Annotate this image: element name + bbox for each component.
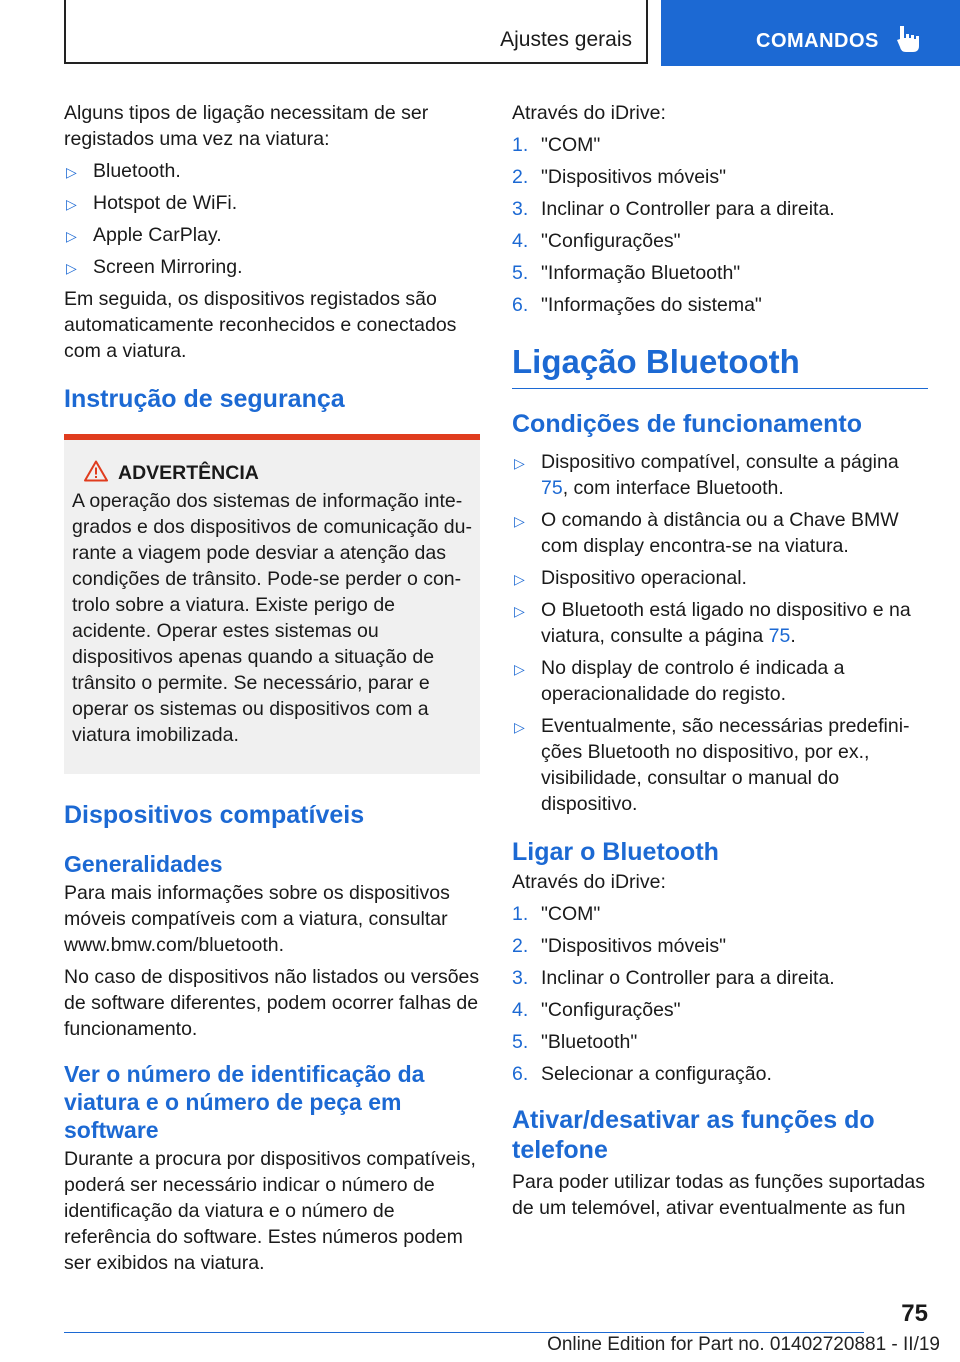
section-title: Ajustes gerais: [500, 28, 632, 51]
bluetooth-heading: Ligação Bluetooth: [512, 342, 928, 389]
header-section-box: [64, 0, 648, 64]
step-item: 2. "Dispositivos móveis": [512, 935, 727, 957]
triangle-bullet-icon: ▷: [514, 719, 525, 735]
list-item: ▷ O comando à distância ou a Chave BMW com display encontra-se na viatura.: [514, 509, 899, 557]
triangle-bullet-icon: ▷: [514, 661, 525, 677]
step-item: 1. "COM": [512, 134, 601, 156]
triangle-bullet-icon: ▷: [514, 455, 525, 471]
warning-title: ADVERTÊNCIA: [118, 462, 259, 484]
page-reference-link[interactable]: 75: [768, 625, 791, 647]
pair-list: [64, 158, 480, 280]
list-item: ▷ Apple CarPlay.: [64, 222, 480, 248]
list-item: ▷ No display de controlo é indicada a operacionalidade do registo.: [514, 657, 845, 705]
triangle-bullet-icon: ▷: [514, 603, 525, 619]
vin-heading: Ver o número de identificação da viatura e o número de peça em software: [64, 1061, 425, 1143]
warning-text: A operação dos sistemas de informação integrados e dos dispositivos de comunicação durante a viagem pode desviar a atenção das condições de trânsito. Pode-se perder o controlo sobre a viatura. Existe perigo de acidente. Operar estes sistemas ou dispositivos apenas quando a situação de trânsito o permite. Se necessário, parar e operar os sistemas ou dispositivos com a viatura imobilizada.: [72, 490, 472, 746]
conditions-list: [512, 449, 928, 817]
general-heading: Generalidades: [64, 851, 223, 877]
chapter-title: COMANDOS: [756, 30, 879, 52]
step-item: 5. "Informação Bluetooth": [512, 262, 741, 284]
warning-triangle-icon: [84, 460, 108, 482]
intro-paragraph: Alguns tipos de ligação necessitam de ser registados uma vez na viatura:: [64, 102, 429, 150]
compat-heading: Dispositivos compatíveis: [64, 801, 365, 829]
triangle-bullet-icon: ▷: [66, 228, 77, 244]
phone-functions-heading: Ativar/desativar as funções do telefone: [512, 1106, 875, 1164]
pointing-hand-icon: [895, 24, 923, 54]
step-item: 3. Inclinar o Controller para a direita.: [512, 198, 835, 220]
step-item: 5. "Bluetooth": [512, 1031, 638, 1053]
warning-title-row: [72, 460, 472, 486]
right-column: [512, 100, 928, 1227]
safety-heading: Instrução de segurança: [64, 385, 345, 413]
page-reference-link[interactable]: 75: [541, 477, 563, 499]
chapter-tab: [661, 0, 960, 66]
idrive-intro: Através do iDrive:: [512, 102, 666, 124]
step-item: 3. Inclinar o Controller para a direita.: [512, 967, 835, 989]
triangle-bullet-icon: ▷: [66, 196, 77, 212]
step-item: 1. "COM": [512, 903, 601, 925]
edition-note: Online Edition for Part no. 01402720881 - II/19: [547, 1334, 940, 1355]
triangle-bullet-icon: ▷: [66, 260, 77, 276]
warning-box: [64, 434, 480, 774]
bluetooth-on-steps: [512, 901, 928, 1087]
step-item: 2. "Dispositivos móveis": [512, 166, 727, 188]
list-item: ▷ Dispositivo operacional.: [512, 565, 928, 591]
list-item: ▷ Hotspot de WiFi.: [64, 190, 480, 216]
list-item: ▷ O Bluetooth está ligado no dispositivo e na viatura, consulte a página 75.: [514, 599, 911, 647]
list-item: ▷ Bluetooth.: [64, 158, 480, 184]
general-paragraph-1: Para mais informações sobre os dispositivos móveis compatíveis com a viatura, consultar www.bmw.com/bluetooth.: [64, 882, 450, 956]
page-number: 75: [901, 1300, 928, 1327]
footer-divider: [64, 1332, 864, 1333]
conditions-heading: Condições de funcionamento: [512, 410, 863, 438]
after-list-paragraph: Em seguida, os dispositivos registados são automaticamente reconhecidos e conectados com a viatura.: [64, 288, 457, 362]
step-item: 4. "Configurações": [512, 999, 681, 1021]
list-item: ▷ Screen Mirroring.: [64, 254, 480, 280]
left-column: [64, 100, 480, 1282]
list-item: ▷ Eventualmente, são necessárias predefinições Bluetooth no dispositivo, por ex., visibilidade, consultar o manual do dispositivo.: [514, 715, 910, 815]
phone-functions-paragraph: Para poder utilizar todas as funções suportadas de um telemóvel, ativar eventualmente as fun: [512, 1171, 925, 1219]
triangle-bullet-icon: ▷: [514, 571, 525, 587]
list-item: ▷ Dispositivo compatível, consulte a página 75, com interface Bluetooth.: [514, 451, 899, 499]
triangle-bullet-icon: ▷: [514, 513, 525, 529]
step-item: 6. Selecionar a configuração.: [512, 1063, 772, 1085]
general-paragraph-2: No caso de dispositivos não listados ou versões de software diferentes, podem ocorrer falhas de funcionamento.: [64, 966, 480, 1040]
step-item: 6. "Informações do sistema": [512, 294, 762, 316]
step-item: 4. "Configurações": [512, 230, 681, 252]
bluetooth-on-heading: Ligar o Bluetooth: [512, 838, 719, 866]
idrive-intro-2: Através do iDrive:: [512, 871, 666, 893]
vin-paragraph: Durante a procura por dispositivos compatíveis, poderá ser necessário indicar o número de identificação da viatura e o número de referência do software. Estes números podem ser exibidos na viatura.: [64, 1148, 476, 1274]
triangle-bullet-icon: ▷: [66, 164, 77, 180]
info-steps: [512, 132, 928, 318]
